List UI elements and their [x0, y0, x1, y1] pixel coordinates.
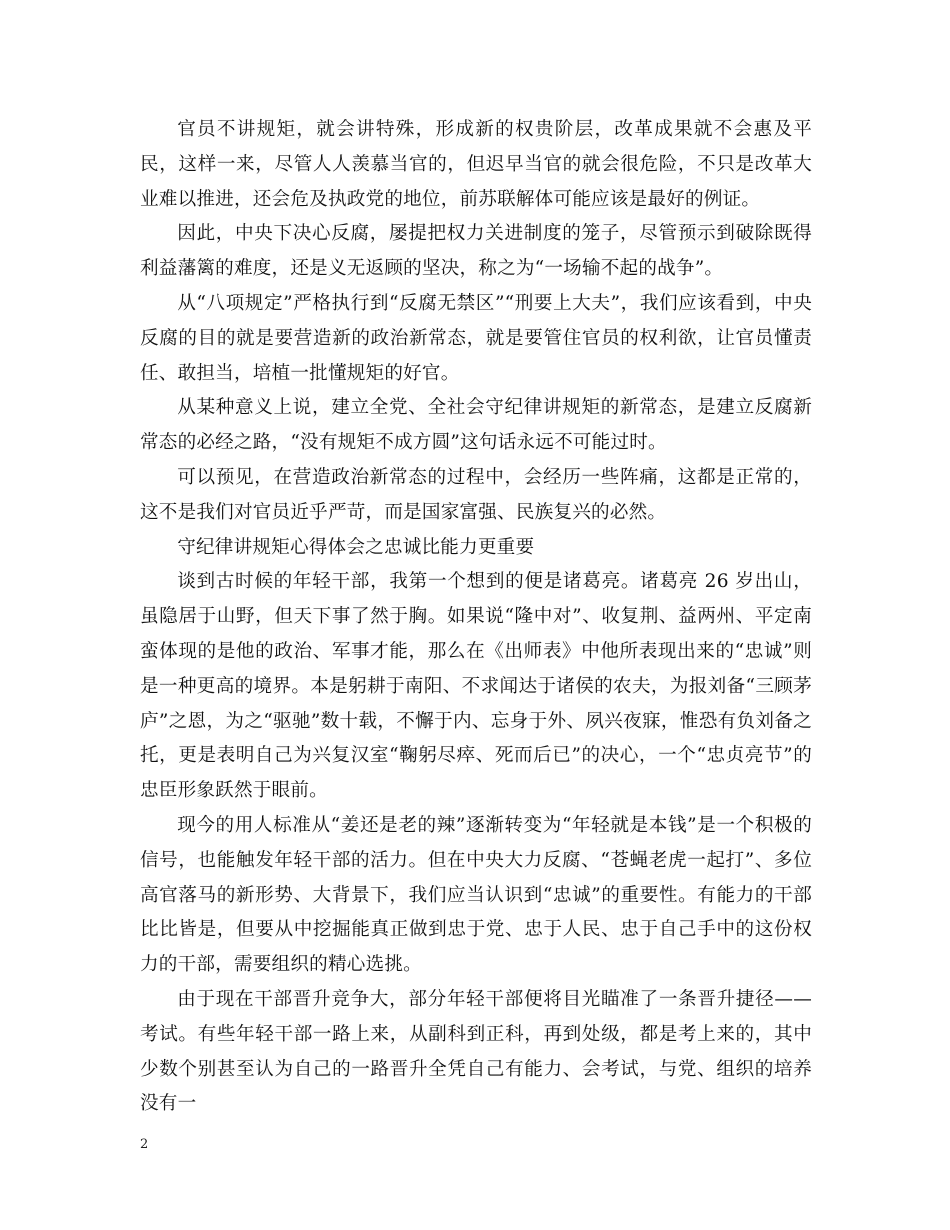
page-number: 2	[140, 1137, 149, 1152]
paragraph-2: 因此，中央下决心反腐，屡提把权力关进制度的笼子，尽管预示到破除既得利益藩篱的难度，还是义无返顾的坚决，称之为“一场输不起的战争”。	[140, 223, 812, 280]
paragraph-7: 现今的用人标准从“姜还是老的辣”逐渐转变为“年轻就是本钱”是一个积极的信号，也能触发年轻干部的活力。但在中央大力反腐、“苍蝇老虎一起打”、多位高官落马的新形势、大背景下，我们应当认识到“忠诚”的重要性。有能力的干部比比皆是，但要从中挖掘能真正做到忠于党、忠于人民、忠于自己手中的这份权力的干部，需要组织的精心选挑。	[140, 814, 812, 976]
paragraph-3: 从“八项规定”严格执行到“反腐无禁区”“刑要上大夫”，我们应该看到，中央反腐的目的就是要营造新的政治新常态，就是要管住官员的权利欲，让官员懂责任、敢担当，培植一批懂规矩的好官。	[140, 292, 812, 384]
paragraph-4: 从某种意义上说，建立全党、全社会守纪律讲规矩的新常态，是建立反腐新常态的必经之路，“没有规矩不成方圆”这句话永远不可能过时。	[140, 397, 812, 454]
paragraph-5: 可以预见，在营造政治新常态的过程中，会经历一些阵痛，这都是正常的，这不是我们对官员近乎严苛，而是国家富强、民族复兴的必然。	[140, 466, 812, 523]
paragraph-1: 官员不讲规矩，就会讲特殊，形成新的权贵阶层，改革成果就不会惠及平民，这样一来，尽管人人羡慕当官的，但迟早当官的就会很危险，不只是改革大业难以推进，还会危及执政党的地位，前苏联解体可能应该是最好的例证。	[140, 119, 812, 210]
document-body	[140, 113, 812, 1122]
paragraph-8: 由于现在干部晋升竞争大，部分年轻干部便将目光瞄准了一条晋升捷径——考试。有些年轻干部一路上来，从副科到正科，再到处级，都是考上来的，其中少数个别甚至认为自己的一路晋升全凭自己有能力、会考试，与党、组织的培养没有一	[140, 988, 812, 1115]
paragraph-6: 谈到古时候的年轻干部，我第一个想到的便是诸葛亮。诸葛亮 26 岁出山，虽隐居于山野，但天下事了然于胸。如果说“隆中对”、收复荆、益两州、平定南蛮体现的是他的政治、军事才能，那么在《出师表》中他所表现出来的“忠诚”则是一种更高的境界。本是躬耕于南阳、不求闻达于诸侯的农夫，为报刘备“三顾茅庐”之恩，为之“驱驰”数十载，不懈于内、忘身于外、夙兴夜寐，惟恐有负刘备之托，更是表明自己为兴复汉室“鞠躬尽瘁、死而后已”的决心，一个“忠贞亮节”的忠臣形象跃然于眼前。	[140, 571, 812, 802]
section-heading: 守纪律讲规矩心得体会之忠诚比能力更重要	[177, 536, 535, 558]
